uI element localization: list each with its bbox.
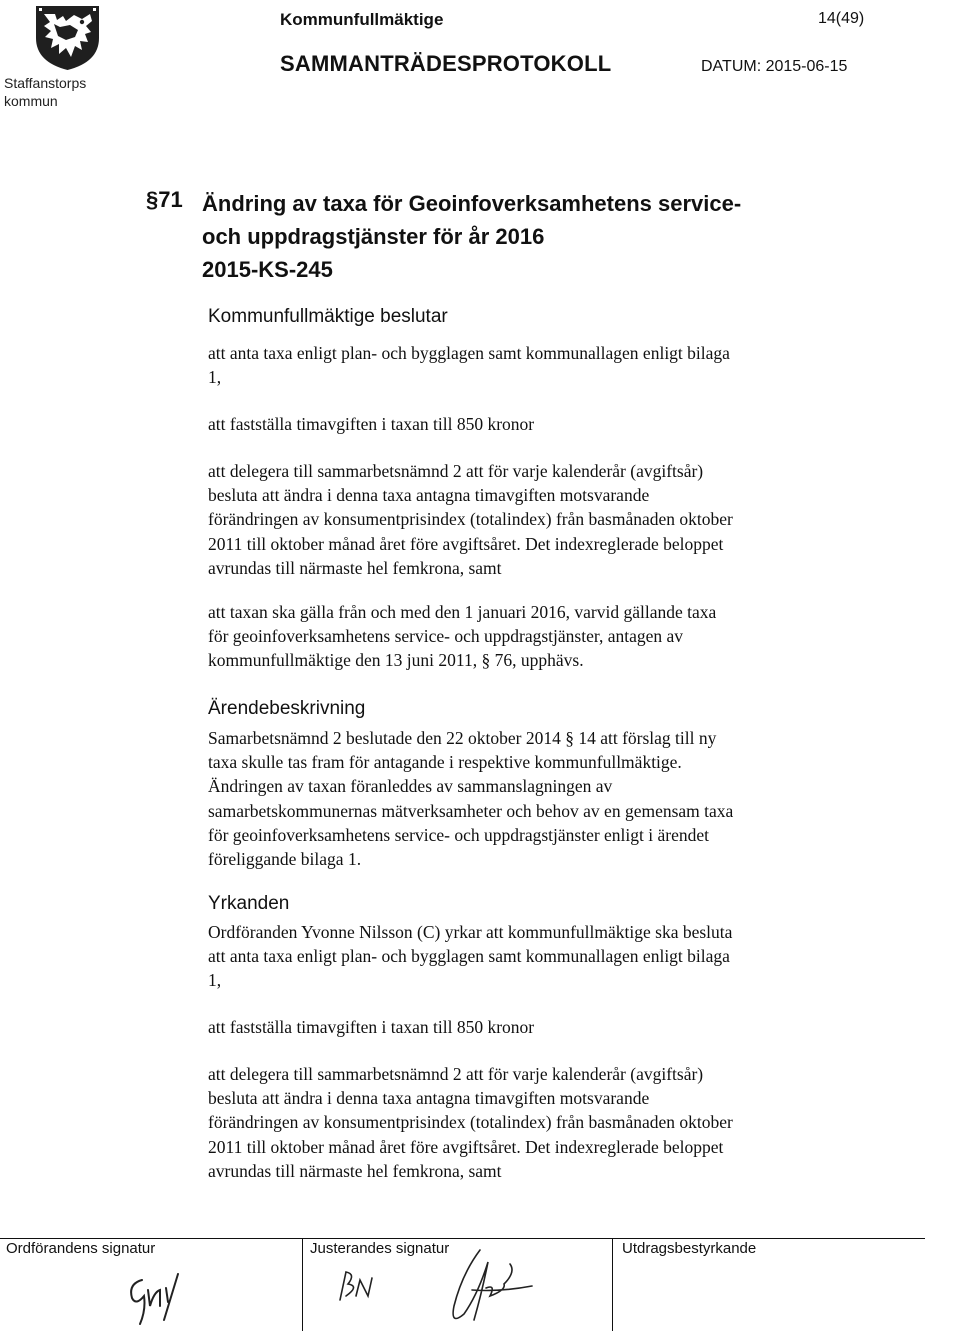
- footer-separator: [612, 1238, 613, 1331]
- chair-signature: [120, 1262, 240, 1331]
- decision-clause: [208, 600, 868, 673]
- text-line: att anta taxa enligt plan- och bygglagen samt kommunallagen enligt bilaga: [208, 343, 730, 363]
- decision-heading: Kommunfullmäktige beslutar: [208, 306, 448, 327]
- text-line: att anta taxa enligt plan- och bygglagen samt kommunallagen enligt bilaga: [208, 946, 730, 967]
- section-title: [202, 187, 842, 286]
- extract-certification-label: Utdragsbestyrkande: [622, 1240, 757, 1257]
- text-line: 2011 till oktober månad året före avgiftsåret. Det indexreglerade beloppet: [208, 533, 724, 554]
- document-type-title: SAMMANTRÄDESPROTOKOLL: [280, 51, 612, 76]
- proposals-heading: Yrkanden: [208, 893, 290, 914]
- text-line: 1,: [208, 970, 222, 991]
- text-line: taxa skulle tas fram för antagande i respektive kommunfullmäktige.: [208, 752, 682, 773]
- text-line: Ordföranden Yvonne Nilsson (C) yrkar att kommunfullmäktige ska besluta: [208, 922, 733, 942]
- adjuster-signature-label: Justerandes signatur: [310, 1240, 450, 1257]
- chair-signature-label: Ordförandens signatur: [6, 1240, 156, 1257]
- proposal-paragraph: [208, 920, 868, 993]
- municipality-name-line1: Staffanstorps: [4, 75, 87, 91]
- text-line: kommunfullmäktige den 13 juni 2011, § 76, upphävs.: [208, 650, 584, 671]
- text-line: att taxan ska gälla från och med den 1 januari 2016, varvid gällande taxa: [208, 602, 717, 622]
- section-title-line: Ändring av taxa för Geoinfoverksamhetens service-: [202, 191, 742, 216]
- decision-clause: [208, 412, 868, 436]
- organ-name: Kommunfullmäktige: [280, 10, 444, 29]
- text-line: 2011 till oktober månad året före avgiftsåret. Det indexreglerade beloppet: [208, 1136, 724, 1157]
- text-line: föreliggande bilaga 1.: [208, 849, 362, 870]
- footer-separator: [302, 1238, 303, 1331]
- text-line: Samarbetsnämnd 2 beslutade den 22 oktober 2014 § 14 att förslag till ny: [208, 728, 717, 748]
- text-line: avrundas till närmaste hel femkrona, samt: [208, 1160, 502, 1181]
- text-line: Ändringen av taxan föranleddes av sammanslagningen av: [208, 776, 613, 797]
- description-heading: Ärendebeskrivning: [208, 698, 366, 719]
- adjuster-initials-signature: [330, 1262, 390, 1312]
- text-line: avrundas till närmaste hel femkrona, samt: [208, 557, 502, 578]
- proposal-paragraph: [208, 1062, 868, 1183]
- case-number: 2015-KS-245: [202, 257, 333, 282]
- footer-rule: [0, 1238, 925, 1239]
- description-paragraph: [208, 726, 868, 871]
- municipality-name: [4, 74, 134, 110]
- municipality-coat-of-arms-logo: [30, 2, 105, 72]
- section-title-line: och uppdragstjänster för år 2016: [202, 224, 545, 249]
- meeting-date: DATUM: 2015-06-15: [701, 58, 848, 75]
- text-line: att delegera till sammarbetsnämnd 2 att för varje kalenderår (avgiftsår): [208, 461, 704, 481]
- text-line: samarbetskommunernas mätverksamheter och behov av en gemensam taxa: [208, 800, 734, 821]
- municipality-name-line2: kommun: [4, 93, 58, 109]
- text-line: att fastställa timavgiften i taxan till 850 kronor: [208, 1017, 535, 1037]
- page-number: 14(49): [818, 10, 865, 27]
- text-line: att fastställa timavgiften i taxan till 850 kronor: [208, 414, 535, 434]
- text-line: att delegera till sammarbetsnämnd 2 att för varje kalenderår (avgiftsår): [208, 1064, 704, 1084]
- text-line: besluta att ändra i denna taxa antagna timavgiften motsvarande: [208, 485, 650, 506]
- text-line: förändringen av konsumentprisindex (totalindex) från basmånaden oktober: [208, 509, 733, 530]
- adjuster-signature: [420, 1244, 540, 1331]
- text-line: förändringen av konsumentprisindex (totalindex) från basmånaden oktober: [208, 1112, 733, 1133]
- section-number: §71: [146, 187, 183, 212]
- text-line: för geoinfoverksamhetens service- och uppdragstjänster, antagen av: [208, 626, 684, 647]
- decision-clause: [208, 341, 868, 389]
- text-line: besluta att ändra i denna taxa antagna timavgiften motsvarande: [208, 1088, 650, 1109]
- text-line: 1,: [208, 367, 222, 388]
- decision-clause: [208, 459, 868, 580]
- proposal-paragraph: [208, 1015, 868, 1039]
- text-line: för geoinfoverksamhetens service- och uppdragstjänster enligt i ärendet: [208, 824, 709, 845]
